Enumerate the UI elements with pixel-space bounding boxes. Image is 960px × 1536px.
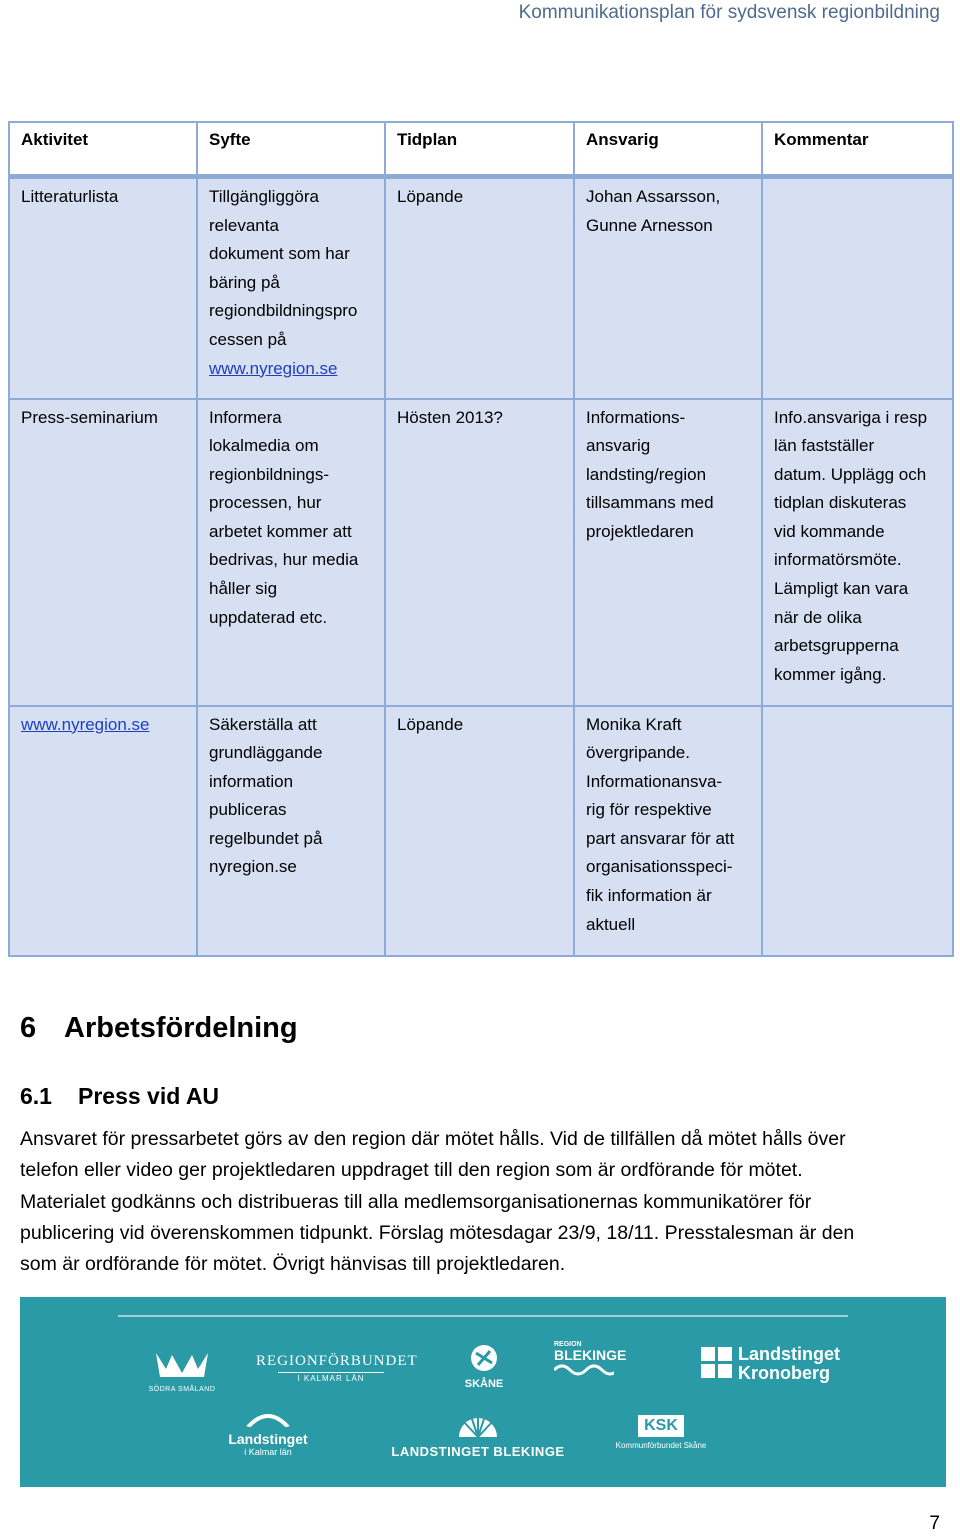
skane-text: SKÅNE	[464, 1378, 504, 1390]
cell-text: Johan Assarsson,	[586, 187, 721, 206]
column-header-syfte: Syfte	[197, 122, 385, 177]
landstinget-blekinge-logo	[388, 1411, 568, 1459]
cell-text: regionbildnings-	[209, 464, 330, 484]
cell-aktivitet	[9, 399, 197, 706]
cell-text: dokument som har	[209, 244, 350, 264]
wave-icon	[554, 1362, 614, 1378]
cell-text: organisationsspeci-	[586, 857, 733, 877]
landstinget-kalmar-logo	[226, 1411, 310, 1457]
cell-aktivitet	[9, 177, 197, 399]
column-header-kommentar: Kommentar	[762, 122, 953, 177]
cell-text: kommer igång.	[774, 664, 887, 684]
cell-text: rig för respektive	[586, 800, 712, 820]
page-number: 7	[929, 1513, 940, 1534]
cell-text: publiceras	[209, 800, 287, 820]
paragraph-line: som är ordförande för mötet. Övrigt hänvisas till projektledaren.	[20, 1253, 566, 1276]
body-paragraph	[20, 1124, 940, 1280]
cell-text: Monika Kraft	[586, 714, 682, 734]
subsection-heading	[20, 1083, 219, 1110]
ksk-mark: KSK	[638, 1415, 684, 1437]
cell-kommentar	[762, 399, 953, 706]
paragraph-line: Materialet godkänns och distribueras till alla medlemsorganisationernas kommunikatörer för	[20, 1190, 812, 1213]
cell-text: Litteraturlista	[21, 187, 119, 206]
cell-text: län fastställer	[774, 436, 875, 456]
sodra-smaland-logo	[132, 1347, 232, 1393]
cell-text: informatörsmöte.	[774, 550, 902, 570]
paragraph-line: publicering vid överenskommen tidpunkt. Förslag mötesdagar 23/9, 18/11. Presstalesman är den	[20, 1221, 855, 1244]
cell-text: Tillgängliggöra	[209, 187, 319, 206]
cell-text: part ansvarar för att	[586, 828, 735, 848]
paragraph-line: Ansvaret för pressarbetet görs av den region där mötet hålls. Vid de tillfällen då mötet hålls över	[20, 1128, 846, 1150]
running-header: Kommunikationsplan för sydsvensk regionbildning	[518, 2, 940, 23]
cell-text: tidplan diskuteras	[774, 493, 907, 513]
cell-text: processen, hur	[209, 493, 322, 513]
activity-table	[8, 121, 954, 957]
cell-ansvarig	[574, 399, 762, 706]
cell-tidplan	[385, 177, 574, 399]
cell-ansvarig	[574, 177, 762, 399]
cell-text: bedrivas, hur media	[209, 550, 359, 570]
cell-text: Säkerställa att	[209, 714, 317, 734]
cell-text: håller sig	[209, 579, 278, 599]
section-number: 6	[20, 1012, 37, 1044]
cell-text: tillsammans med	[586, 493, 714, 513]
paragraph-line: telefon eller video ger projektledaren uppdraget till den region som är ordförande för mötet.	[20, 1159, 803, 1182]
kronoberg-text-line2: Kronoberg	[738, 1363, 830, 1383]
cell-text: fik information är	[586, 886, 712, 906]
cell-text: aktuell	[586, 914, 636, 934]
cell-text: Lämpligt kan vara	[774, 579, 909, 599]
cell-text: Löpande	[397, 714, 464, 734]
subsection-title: Press vid AU	[78, 1083, 220, 1109]
cell-kommentar	[762, 706, 953, 956]
cell-text: datum. Upplägg och	[774, 464, 927, 484]
column-header-aktivitet: Aktivitet	[9, 122, 197, 177]
cell-syfte	[197, 399, 385, 706]
table-row	[9, 399, 953, 706]
kronoberg-text-line1: Landstinget	[738, 1344, 840, 1364]
table-row	[9, 177, 953, 399]
nyregion-link[interactable]: www.nyregion.se	[21, 714, 150, 734]
cell-text: cessen på	[209, 329, 287, 349]
crown-icon	[152, 1347, 212, 1381]
nyregion-link[interactable]: www.nyregion.se	[209, 358, 338, 378]
landstinget-blekinge-text: LANDSTINGET BLEKINGE	[391, 1444, 565, 1459]
sunburst-icon	[457, 1411, 499, 1439]
cell-text: lokalmedia om	[209, 436, 319, 456]
cell-syfte	[197, 706, 385, 956]
cell-text: regelbundet på	[209, 828, 323, 848]
blekinge-small-text: REGION	[554, 1341, 582, 1348]
cell-text: grundläggande	[209, 743, 323, 763]
table-row	[9, 706, 953, 956]
cell-text: Informations-	[586, 407, 686, 427]
regionforbundet-logo	[256, 1353, 418, 1383]
cell-text: uppdaterad etc.	[209, 607, 328, 627]
cell-text: Hösten 2013?	[397, 407, 503, 427]
region-skane-logo	[456, 1343, 512, 1390]
cell-text: Informera	[209, 407, 282, 427]
cell-text: arbetet kommer att	[209, 521, 352, 541]
cell-text: information	[209, 771, 294, 791]
region-blekinge-logo	[554, 1341, 630, 1383]
cell-text: övergripande.	[586, 743, 690, 763]
cell-text: landsting/region	[586, 464, 707, 484]
kalmar-text: Landstinget	[228, 1431, 308, 1447]
sodra-smaland-text: SÖDRA SMÅLAND	[148, 1386, 216, 1393]
cell-text: när de olika	[774, 607, 862, 627]
blekinge-text: BLEKINGE	[554, 1347, 627, 1363]
column-header-ansvarig: Ansvarig	[574, 122, 762, 177]
ksk-text: Kommunförbundet Skåne	[615, 1441, 707, 1450]
regionforbundet-subtext: I KALMAR LÄN	[278, 1372, 384, 1383]
cell-text: Press-seminarium	[21, 407, 158, 427]
section-heading	[20, 1012, 298, 1045]
kalmar-arch-icon	[246, 1411, 290, 1427]
cell-tidplan	[385, 706, 574, 956]
cell-ansvarig	[574, 706, 762, 956]
cell-text: regiondbildningspro	[209, 301, 358, 321]
kronoberg-squares-icon	[700, 1345, 734, 1381]
cell-text: projektledaren	[586, 521, 694, 541]
landstinget-kronoberg-logo	[700, 1345, 860, 1383]
cell-aktivitet	[9, 706, 197, 956]
section-title: Arbetsfördelning	[64, 1012, 298, 1044]
banner-divider	[118, 1315, 848, 1317]
cell-text: Info.ansvariga i resp	[774, 407, 928, 427]
cell-tidplan	[385, 399, 574, 706]
cell-text: relevanta	[209, 215, 279, 235]
partner-logo-banner	[20, 1297, 946, 1487]
cell-text: Gunne Arnesson	[586, 215, 713, 235]
cell-kommentar	[762, 177, 953, 399]
cell-text: nyregion.se	[209, 857, 297, 877]
cell-text: arbetsgrupperna	[774, 636, 899, 656]
column-header-tidplan: Tidplan	[385, 122, 574, 177]
kalmar-subtext: i Kalmar län	[244, 1447, 292, 1457]
cell-text: ansvarig	[586, 436, 651, 456]
subsection-number: 6.1	[20, 1083, 52, 1109]
table-header-row	[9, 122, 953, 177]
cell-text: Löpande	[397, 187, 464, 206]
kommunforbundet-skane-logo	[608, 1415, 714, 1450]
regionforbundet-text: REGIONFÖRBUNDET	[256, 1353, 418, 1369]
griffin-icon	[466, 1343, 502, 1373]
cell-text: Informationansva-	[586, 771, 723, 791]
cell-syfte	[197, 177, 385, 399]
cell-text: vid kommande	[774, 521, 885, 541]
cell-text: bäring på	[209, 272, 280, 292]
